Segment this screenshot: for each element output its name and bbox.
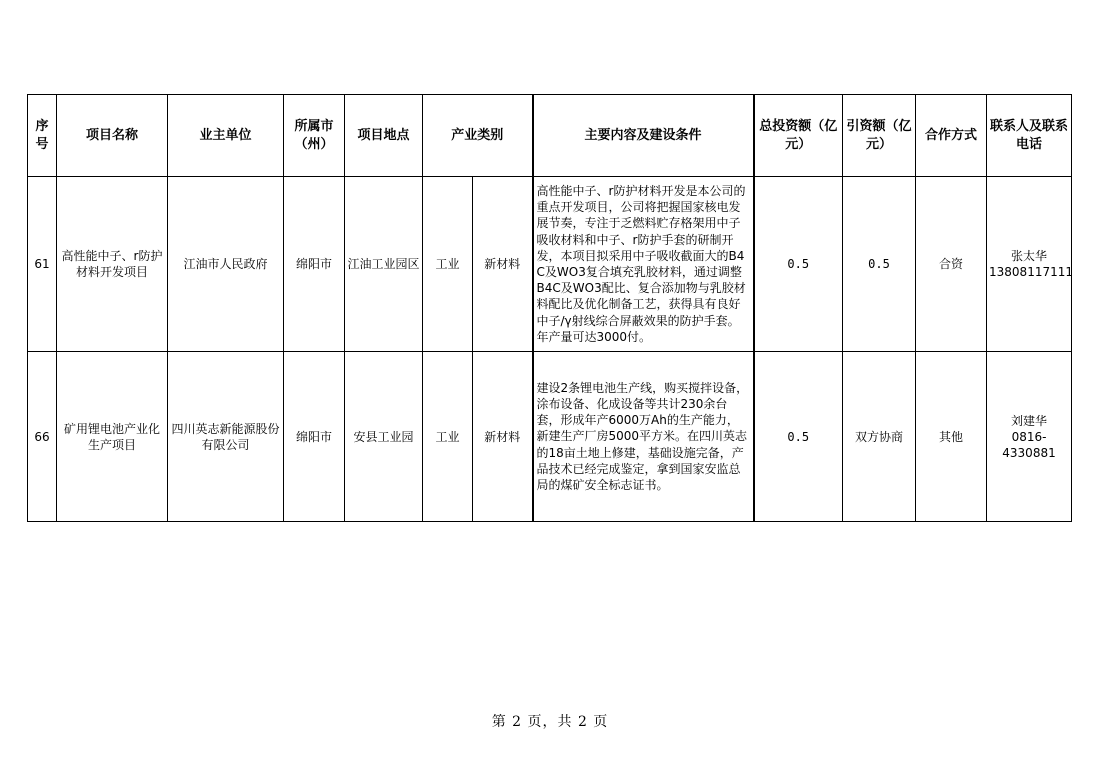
page-number: 第 2 页，共 2 页 <box>491 714 609 730</box>
cell-sub-industry: 新材料 <box>473 177 533 352</box>
table-row <box>28 177 1072 352</box>
cell-location: 安县工业园 <box>345 352 423 522</box>
contact-phone: 13808117111 <box>989 265 1073 279</box>
cell-project-name: 矿用锂电池产业化生产项目 <box>57 352 168 522</box>
cell-industry: 工业 <box>423 177 473 352</box>
cell-seq: 61 <box>28 177 57 352</box>
cell-total-invest: 0.5 <box>754 352 843 522</box>
cell-city: 绵阳市 <box>284 352 345 522</box>
table-header-row <box>28 95 1072 177</box>
header-attract-invest: 引资额（亿元） <box>843 95 916 177</box>
cell-owner: 四川英志新能源股份有限公司 <box>168 352 284 522</box>
cell-coop: 其他 <box>916 352 987 522</box>
cell-project-name: 高性能中子、r防护材料开发项目 <box>57 177 168 352</box>
cell-industry: 工业 <box>423 352 473 522</box>
cell-contact <box>987 177 1072 352</box>
header-seq: 序号 <box>28 95 57 177</box>
cell-seq: 66 <box>28 352 57 522</box>
cell-coop: 合资 <box>916 177 987 352</box>
cell-owner: 江油市人民政府 <box>168 177 284 352</box>
header-project-name: 项目名称 <box>57 95 168 177</box>
cell-attract-invest: 双方协商 <box>843 352 916 522</box>
header-content: 主要内容及建设条件 <box>533 95 754 177</box>
cell-location: 江油工业园区 <box>345 177 423 352</box>
header-total-invest: 总投资额（亿元） <box>754 95 843 177</box>
cell-total-invest: 0.5 <box>754 177 843 352</box>
cell-city: 绵阳市 <box>284 177 345 352</box>
header-owner: 业主单位 <box>168 95 284 177</box>
header-city: 所属市（州） <box>284 95 345 177</box>
contact-name: 张太华 <box>1011 249 1048 263</box>
header-coop: 合作方式 <box>916 95 987 177</box>
header-location: 项目地点 <box>345 95 423 177</box>
cell-content: 高性能中子、r防护材料开发是本公司的重点开发项目，公司将把握国家核电发展节奏，专注于乏燃料贮存格架用中子吸收材料和中子、r防护手套的研制开发，本项目拟采用中子吸收截面大的B4C及WO3复合填充乳胶材料，通过调整B4C及WO3配比、复合添加物与乳胶材料配比及优化制备工艺，获得具有良好中子/γ射线综合屏蔽效果的防护手套。年产量可达3000付。 <box>533 177 754 352</box>
contact-name: 刘建华 <box>1011 413 1048 428</box>
contact-phone: 0816-4330881 <box>1002 429 1056 460</box>
cell-contact <box>987 352 1072 522</box>
cell-sub-industry: 新材料 <box>473 352 533 522</box>
project-table <box>27 94 1072 522</box>
cell-content: 建设2条锂电池生产线，购买搅拌设备，涂布设备、化成设备等共计230余台套，形成年产6000万Ah的生产能力，新建生产厂房5000平方米。在四川英志的18亩土地上修建，基础设施完备，产品技术已经完成鉴定，拿到国家安监总局的煤矿安全标志证书。 <box>533 352 754 522</box>
cell-attract-invest: 0.5 <box>843 177 916 352</box>
table-row <box>28 352 1072 522</box>
header-industry: 产业类别 <box>423 95 533 177</box>
header-contact: 联系人及联系电话 <box>987 95 1072 177</box>
project-table-container <box>27 94 1071 522</box>
